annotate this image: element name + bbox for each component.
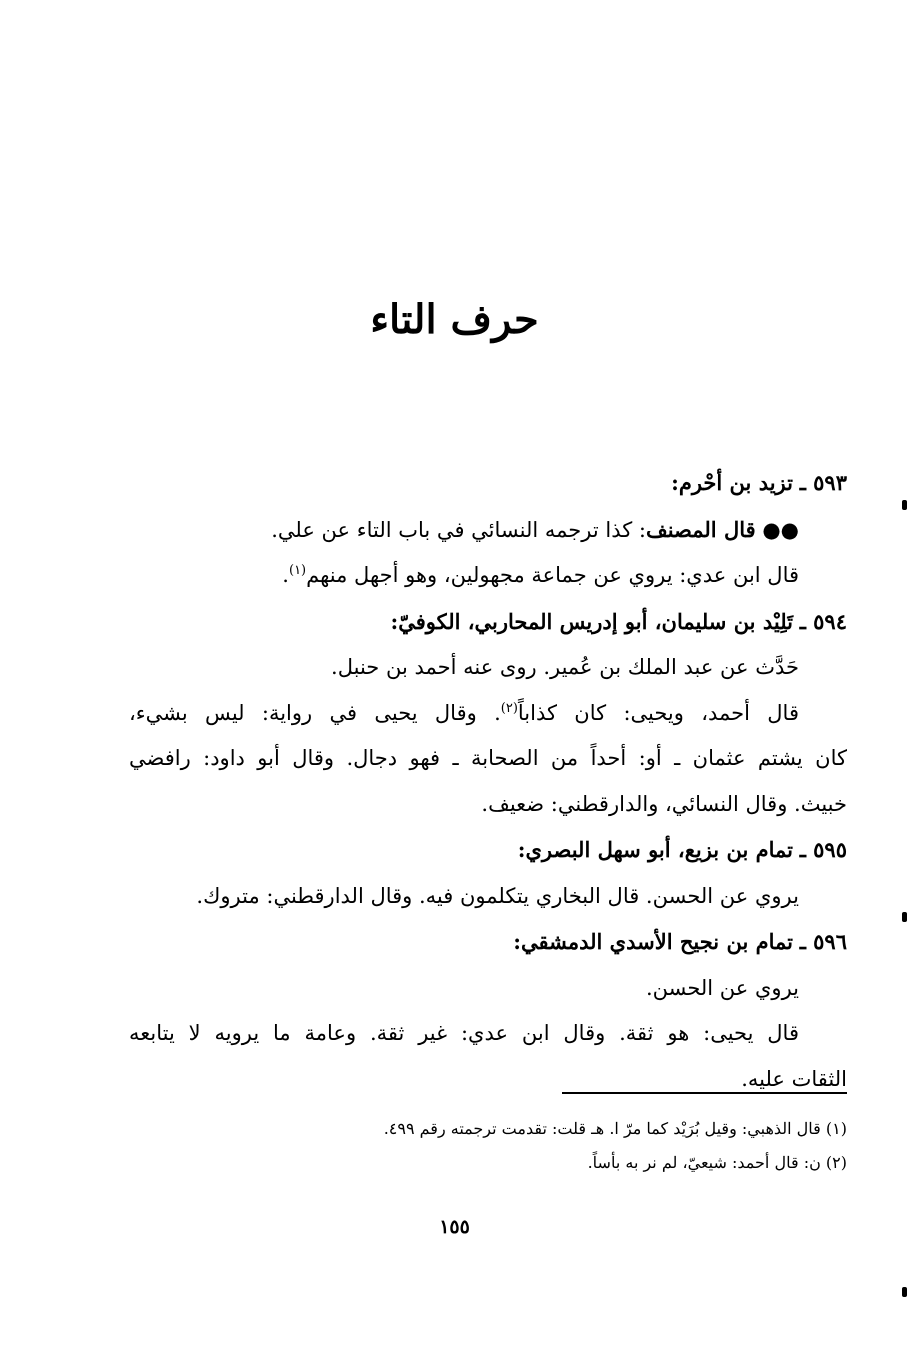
entry-line-text: : كذا ترجمه النسائي في باب التاء عن علي.	[271, 517, 646, 542]
entry-number: ٥٩٦ ـ	[799, 929, 847, 954]
entry-line	[129, 507, 847, 554]
footnote-item: (٢) ن: قال أحمد: شيعيّ، لم نر به بأساً.	[587, 1153, 847, 1172]
entry-heading-594	[129, 599, 847, 646]
entry-line	[129, 691, 847, 737]
entry-line-text: يروي عن الحسن.	[645, 975, 799, 1000]
entry-name: تمام بن نجيح الأسدي الدمشقي:	[513, 929, 793, 954]
footnote-divider	[562, 1092, 847, 1094]
entry-number: ٥٩٣ ـ	[799, 470, 847, 495]
entries-body	[129, 460, 847, 1102]
entry-line-text: خبيث. وقال النسائي، والدارقطني: ضعيف.	[481, 791, 847, 816]
entry-line-text: قال أحمد، ويحيى: كان كذاباً	[517, 700, 799, 725]
scan-edge-mark	[902, 500, 907, 510]
entry-name: تَلِيْد بن سليمان، أبو إدريس المحاربي، الكوفيّ:	[390, 608, 793, 634]
entry-line	[129, 1011, 847, 1057]
entry-name: تزيد بن أحْرم:	[671, 470, 793, 495]
entry-line-text: حَدَّث عن عبد الملك بن عُمير. روى عنه أحمد بن حنبل.	[331, 655, 799, 679]
entry-line-text: يروي عن الحسن. قال البخاري يتكلمون فيه. وقال الدارقطني: متروك.	[196, 883, 799, 908]
entry-number: ٥٩٤ ـ	[799, 608, 847, 634]
entry-line-text: قال ابن عدي: يروي عن جماعة مجهولين، وهو أجهل منهم	[306, 563, 799, 587]
author-note-lead: قال المصنف	[645, 516, 756, 542]
entry-line	[129, 966, 847, 1012]
chapter-title: حرف التاء	[370, 296, 539, 343]
entry-line-text: الثقات عليه.	[741, 1066, 847, 1091]
entry-line	[129, 645, 847, 691]
scan-edge-mark	[902, 1287, 907, 1297]
scan-edge-mark	[902, 912, 907, 922]
footnote-reference: (١)	[288, 563, 307, 578]
entry-line	[129, 1057, 847, 1103]
entry-heading-593	[129, 460, 847, 507]
entry-line	[129, 874, 847, 920]
entry-line	[129, 782, 847, 828]
entry-number: ٥٩٥ ـ	[799, 837, 847, 862]
entry-name: تمام بن بزيع، أبو سهل البصري:	[517, 837, 793, 862]
footnote-item: (١) قال الذهبي: وقيل بُرَيْد كما مرّ ا. هـ قلت: تقدمت ترجمته رقم ٤٩٩.	[383, 1119, 847, 1138]
entry-line-tail: . وقال يحيى في رواية: ليس بشيء،	[129, 700, 501, 725]
entry-line-text: كان يشتم عثمان ـ أو: أحداً من الصحابة ـ فهو دجال. وقال أبو داود: رافضي	[129, 746, 847, 770]
footnotes	[129, 1112, 847, 1180]
page-number: ١٥٥	[439, 1216, 470, 1238]
entry-line	[129, 736, 847, 782]
entry-heading-595	[129, 827, 847, 874]
entry-line	[129, 553, 847, 599]
entry-heading-596	[129, 919, 847, 966]
entry-line-text: قال يحيى: هو ثقة. وقال ابن عدي: غير ثقة. وعامة ما يرويه لا يتابعه	[129, 1021, 799, 1045]
footnote-reference: (٢)	[500, 700, 518, 716]
author-note-marker: ●●	[762, 516, 799, 542]
entry-line-tail: .	[282, 563, 289, 587]
